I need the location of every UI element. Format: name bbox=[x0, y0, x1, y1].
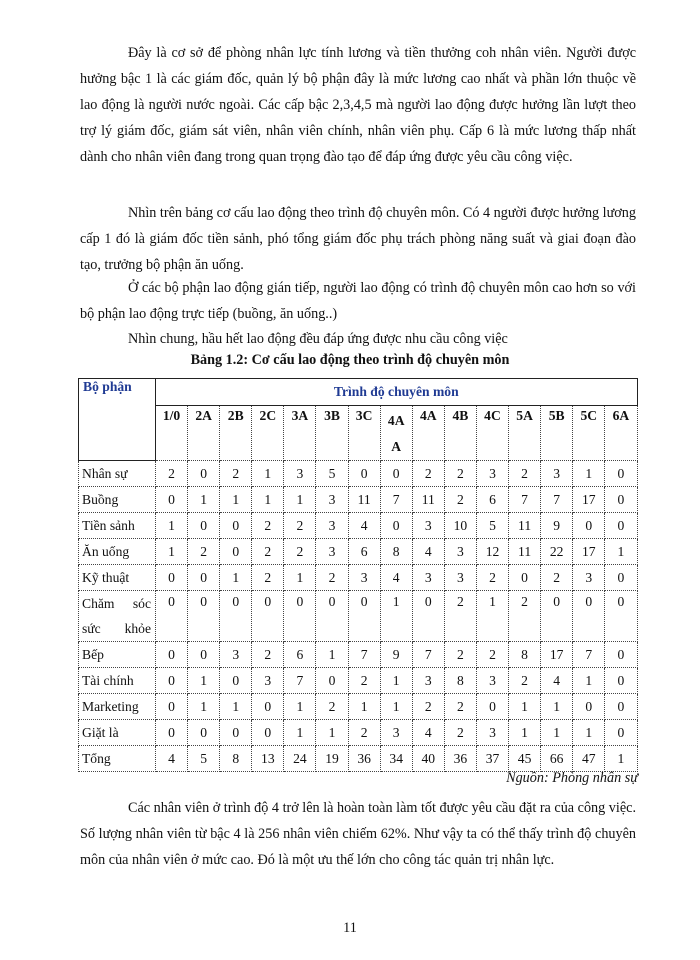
row-department: Bếp bbox=[79, 642, 156, 668]
table-cell: 3 bbox=[412, 513, 444, 539]
row-department: Tổng bbox=[79, 746, 156, 772]
table-cell: 0 bbox=[573, 694, 605, 720]
table-cell: 7 bbox=[541, 487, 573, 513]
table-cell: 4 bbox=[412, 720, 444, 746]
row-department: Tiền sảnh bbox=[79, 513, 156, 539]
table-cell: 66 bbox=[541, 746, 573, 772]
table-row bbox=[79, 565, 638, 591]
table-cell: 36 bbox=[444, 746, 476, 772]
table-cell: 11 bbox=[509, 539, 541, 565]
table-cell: 7 bbox=[412, 642, 444, 668]
table-cell: 4 bbox=[380, 565, 412, 591]
table-cell: 1 bbox=[541, 694, 573, 720]
table-cell: 2 bbox=[316, 565, 348, 591]
table-source: Nguồn: Phòng nhân sự bbox=[506, 770, 638, 786]
table-cell: 17 bbox=[573, 539, 605, 565]
table-cell: 7 bbox=[380, 487, 412, 513]
table-row bbox=[79, 487, 638, 513]
table-cell: 0 bbox=[605, 461, 637, 487]
table-cell: 0 bbox=[220, 720, 252, 746]
paragraph-2: Nhìn trên bảng cơ cấu lao động theo trình độ chuyên môn. Có 4 người được hưởng lương cấp 1 đó là giám đốc tiền sảnh, phó tổng giám đốc phụ trách phòng năng suất và giai đoạn đào tạo, trưởng bộ phận ăn uống. bbox=[80, 205, 636, 273]
table-cell: 0 bbox=[541, 591, 573, 642]
table-cell: 0 bbox=[605, 668, 637, 694]
table-cell: 1 bbox=[156, 539, 188, 565]
level-header: 3C bbox=[348, 406, 380, 461]
table-cell: 0 bbox=[156, 668, 188, 694]
table-caption: Bảng 1.2: Cơ cấu lao động theo trình độ chuyên môn bbox=[190, 352, 510, 368]
table-cell: 8 bbox=[380, 539, 412, 565]
table-cell: 0 bbox=[252, 591, 284, 642]
table-cell: 0 bbox=[188, 591, 220, 642]
table-row bbox=[79, 513, 638, 539]
table-cell: 0 bbox=[220, 591, 252, 642]
table-cell: 0 bbox=[220, 513, 252, 539]
table-cell: 13 bbox=[252, 746, 284, 772]
level-header: 3A bbox=[284, 406, 316, 461]
table-row bbox=[79, 461, 638, 487]
table-cell: 4 bbox=[156, 746, 188, 772]
table-cell: 0 bbox=[476, 694, 508, 720]
table-cell: 1 bbox=[316, 642, 348, 668]
table-row bbox=[79, 694, 638, 720]
table-cell: 2 bbox=[348, 720, 380, 746]
row-department: Buồng bbox=[79, 487, 156, 513]
table-cell: 2 bbox=[252, 513, 284, 539]
table-cell: 17 bbox=[541, 642, 573, 668]
table-cell: 7 bbox=[348, 642, 380, 668]
table-cell: 0 bbox=[605, 513, 637, 539]
table-row bbox=[79, 746, 638, 772]
table-cell: 0 bbox=[380, 461, 412, 487]
table-cell: 1 bbox=[188, 668, 220, 694]
table-cell: 36 bbox=[348, 746, 380, 772]
table-cell: 2 bbox=[444, 694, 476, 720]
table-cell: 3 bbox=[252, 668, 284, 694]
table-cell: 1 bbox=[252, 461, 284, 487]
table-cell: 4 bbox=[412, 539, 444, 565]
table-cell: 0 bbox=[156, 642, 188, 668]
table-cell: 4 bbox=[541, 668, 573, 694]
table-cell: 0 bbox=[220, 539, 252, 565]
table-cell: 1 bbox=[573, 720, 605, 746]
table-cell: 2 bbox=[252, 565, 284, 591]
table-cell: 40 bbox=[412, 746, 444, 772]
table-cell: 1 bbox=[573, 461, 605, 487]
table-cell: 0 bbox=[188, 720, 220, 746]
table-cell: 0 bbox=[252, 720, 284, 746]
table-cell: 2 bbox=[509, 668, 541, 694]
level-header: 5B bbox=[541, 406, 573, 461]
table-cell: 0 bbox=[348, 591, 380, 642]
table-cell: 2 bbox=[348, 668, 380, 694]
table-cell: 8 bbox=[444, 668, 476, 694]
table-cell: 1 bbox=[156, 513, 188, 539]
table-cell: 1 bbox=[509, 694, 541, 720]
table-cell: 2 bbox=[541, 565, 573, 591]
paragraph-1: Đây là cơ sở để phòng nhân lực tính lương và tiền thưởng coh nhân viên. Người được hưởng bậc 1 là các giám đốc, quản lý bộ phận đây là mức lương cao nhất và phần lớn thuộc về lao động là người nước ngoài. Các cấp bậc 2,3,4,5 mà người lao động được hưởng lần lượt theo trợ lý giám đốc, giám sát viên, nhân viên chính, nhân viên phụ. Cấp 6 là mức lương thấp nhất dành cho nhân viên đang trong quan trọng đào tạo để đáp ứng được yêu cầu công việc. bbox=[80, 45, 636, 165]
table-cell: 22 bbox=[541, 539, 573, 565]
table-cell: 2 bbox=[412, 461, 444, 487]
table-cell: 3 bbox=[348, 565, 380, 591]
table-cell: 0 bbox=[605, 642, 637, 668]
qualification-group-header: Trình độ chuyên môn bbox=[156, 379, 638, 406]
table-cell: 0 bbox=[156, 694, 188, 720]
table-cell: 1 bbox=[509, 720, 541, 746]
table-cell: 17 bbox=[573, 487, 605, 513]
table-cell: 2 bbox=[444, 591, 476, 642]
table-cell: 0 bbox=[156, 591, 188, 642]
table-cell: 11 bbox=[509, 513, 541, 539]
table-row bbox=[79, 720, 638, 746]
table-cell: 12 bbox=[476, 539, 508, 565]
table-cell: 7 bbox=[284, 668, 316, 694]
table-cell: 0 bbox=[380, 513, 412, 539]
level-header: 4A bbox=[412, 406, 444, 461]
table-cell: 0 bbox=[316, 668, 348, 694]
table-cell: 0 bbox=[252, 694, 284, 720]
table-cell: 1 bbox=[573, 668, 605, 694]
table-cell: 3 bbox=[316, 539, 348, 565]
table-cell: 2 bbox=[509, 461, 541, 487]
table-cell: 0 bbox=[220, 668, 252, 694]
row-department: Ăn uống bbox=[79, 539, 156, 565]
table-cell: 3 bbox=[476, 720, 508, 746]
paragraph-5: Các nhân viên ở trình độ 4 trở lên là hoàn toàn làm tốt được yêu cầu đặt ra của công việc. Số lượng nhân viên từ bậc 4 là 256 nhân viên chiếm 62%. Như vậy ta có thể thấy trình độ chuyên môn của nhân viên ở mức cao. Đó là một ưu thế lớn cho công tác quản trị nhân lực. bbox=[80, 800, 636, 868]
table-cell: 11 bbox=[348, 487, 380, 513]
table-cell: 6 bbox=[476, 487, 508, 513]
table-cell: 0 bbox=[284, 591, 316, 642]
table-cell: 24 bbox=[284, 746, 316, 772]
table-cell: 1 bbox=[220, 487, 252, 513]
table-cell: 1 bbox=[188, 694, 220, 720]
table-cell: 9 bbox=[541, 513, 573, 539]
table-cell: 0 bbox=[605, 565, 637, 591]
table-cell: 0 bbox=[188, 513, 220, 539]
table-cell: 1 bbox=[380, 591, 412, 642]
level-header: 4B bbox=[444, 406, 476, 461]
table-body bbox=[79, 461, 638, 772]
row-department: Marketing bbox=[79, 694, 156, 720]
level-header: 2C bbox=[252, 406, 284, 461]
row-department: Chăm sóc sức khỏe bbox=[79, 591, 156, 642]
table-cell: 2 bbox=[509, 591, 541, 642]
table-cell: 2 bbox=[412, 694, 444, 720]
table-cell: 3 bbox=[573, 565, 605, 591]
table-cell: 3 bbox=[316, 513, 348, 539]
level-header: 2B bbox=[220, 406, 252, 461]
table-cell: 3 bbox=[412, 668, 444, 694]
table-cell: 1 bbox=[316, 720, 348, 746]
table-cell: 0 bbox=[348, 461, 380, 487]
staff-qualification-table bbox=[78, 378, 638, 772]
table-cell: 1 bbox=[476, 591, 508, 642]
row-department: Kỹ thuật bbox=[79, 565, 156, 591]
table-cell: 0 bbox=[188, 642, 220, 668]
level-header: 1/0 bbox=[156, 406, 188, 461]
table-cell: 2 bbox=[444, 642, 476, 668]
paragraph-3: Ở các bộ phận lao động gián tiếp, người lao động có trình độ chuyên môn cao hơn so với bộ phận lao động trực tiếp (buồng, ăn uống..) bbox=[80, 280, 636, 322]
level-header: 3B bbox=[316, 406, 348, 461]
table-cell: 1 bbox=[380, 694, 412, 720]
table-cell: 5 bbox=[476, 513, 508, 539]
table-cell: 1 bbox=[252, 487, 284, 513]
table-cell: 19 bbox=[316, 746, 348, 772]
paragraph-4: Nhìn chung, hầu hết lao động đều đáp ứng được nhu cầu công việc bbox=[128, 331, 508, 347]
table-cell: 0 bbox=[605, 487, 637, 513]
table-cell: 7 bbox=[509, 487, 541, 513]
table-cell: 2 bbox=[284, 539, 316, 565]
table-cell: 2 bbox=[284, 513, 316, 539]
table-cell: 47 bbox=[573, 746, 605, 772]
table-cell: 4 bbox=[348, 513, 380, 539]
table-cell: 2 bbox=[476, 565, 508, 591]
table-cell: 2 bbox=[188, 539, 220, 565]
table-cell: 11 bbox=[412, 487, 444, 513]
table-cell: 1 bbox=[220, 565, 252, 591]
table-cell: 3 bbox=[476, 668, 508, 694]
row-department: Giặt là bbox=[79, 720, 156, 746]
table-cell: 2 bbox=[156, 461, 188, 487]
table-cell: 0 bbox=[188, 565, 220, 591]
table-cell: 0 bbox=[509, 565, 541, 591]
table-cell: 0 bbox=[605, 694, 637, 720]
table-row bbox=[79, 539, 638, 565]
level-header: 5A bbox=[509, 406, 541, 461]
table-row bbox=[79, 668, 638, 694]
level-header: 2A bbox=[188, 406, 220, 461]
dept-column-header: Bộ phận bbox=[79, 379, 156, 461]
table-cell: 9 bbox=[380, 642, 412, 668]
table-cell: 1 bbox=[541, 720, 573, 746]
table-cell: 3 bbox=[380, 720, 412, 746]
table-row bbox=[79, 642, 638, 668]
level-header: 5C bbox=[573, 406, 605, 461]
table-cell: 3 bbox=[541, 461, 573, 487]
table-cell: 0 bbox=[573, 513, 605, 539]
table-cell: 2 bbox=[252, 642, 284, 668]
row-department: Nhân sự bbox=[79, 461, 156, 487]
table-cell: 2 bbox=[444, 461, 476, 487]
table-cell: 3 bbox=[444, 565, 476, 591]
table-cell: 1 bbox=[380, 668, 412, 694]
table-cell: 3 bbox=[284, 461, 316, 487]
table-row bbox=[79, 591, 638, 642]
table-cell: 0 bbox=[156, 487, 188, 513]
table-cell: 0 bbox=[605, 591, 637, 642]
table-cell: 10 bbox=[444, 513, 476, 539]
table-cell: 2 bbox=[316, 694, 348, 720]
table-cell: 1 bbox=[284, 565, 316, 591]
table-cell: 0 bbox=[156, 720, 188, 746]
table-cell: 8 bbox=[509, 642, 541, 668]
table-cell: 1 bbox=[348, 694, 380, 720]
level-header: 6A bbox=[605, 406, 637, 461]
table-cell: 3 bbox=[476, 461, 508, 487]
table-cell: 0 bbox=[605, 720, 637, 746]
table-cell: 2 bbox=[444, 720, 476, 746]
table-cell: 1 bbox=[188, 487, 220, 513]
table-cell: 2 bbox=[444, 487, 476, 513]
table-cell: 0 bbox=[412, 591, 444, 642]
table-cell: 45 bbox=[509, 746, 541, 772]
row-department: Tài chính bbox=[79, 668, 156, 694]
page-number: 11 bbox=[343, 920, 357, 936]
table-cell: 3 bbox=[316, 487, 348, 513]
table-cell: 0 bbox=[188, 461, 220, 487]
table-cell: 2 bbox=[252, 539, 284, 565]
table-cell: 7 bbox=[573, 642, 605, 668]
table-cell: 37 bbox=[476, 746, 508, 772]
table-cell: 5 bbox=[188, 746, 220, 772]
table-cell: 1 bbox=[284, 694, 316, 720]
table-cell: 3 bbox=[412, 565, 444, 591]
table-cell: 6 bbox=[348, 539, 380, 565]
table-cell: 0 bbox=[156, 565, 188, 591]
table-cell: 1 bbox=[605, 539, 637, 565]
table-cell: 8 bbox=[220, 746, 252, 772]
table-cell: 1 bbox=[220, 694, 252, 720]
table-cell: 1 bbox=[605, 746, 637, 772]
table-cell: 34 bbox=[380, 746, 412, 772]
table-cell: 3 bbox=[220, 642, 252, 668]
level-header-row bbox=[79, 406, 638, 461]
table-cell: 5 bbox=[316, 461, 348, 487]
level-header: 4C bbox=[476, 406, 508, 461]
level-header: 4A A bbox=[380, 406, 412, 461]
table-cell: 1 bbox=[284, 487, 316, 513]
table-cell: 6 bbox=[284, 642, 316, 668]
table-cell: 2 bbox=[476, 642, 508, 668]
table-cell: 3 bbox=[444, 539, 476, 565]
table-cell: 1 bbox=[284, 720, 316, 746]
table-cell: 2 bbox=[220, 461, 252, 487]
table-cell: 0 bbox=[316, 591, 348, 642]
table-cell: 0 bbox=[573, 591, 605, 642]
